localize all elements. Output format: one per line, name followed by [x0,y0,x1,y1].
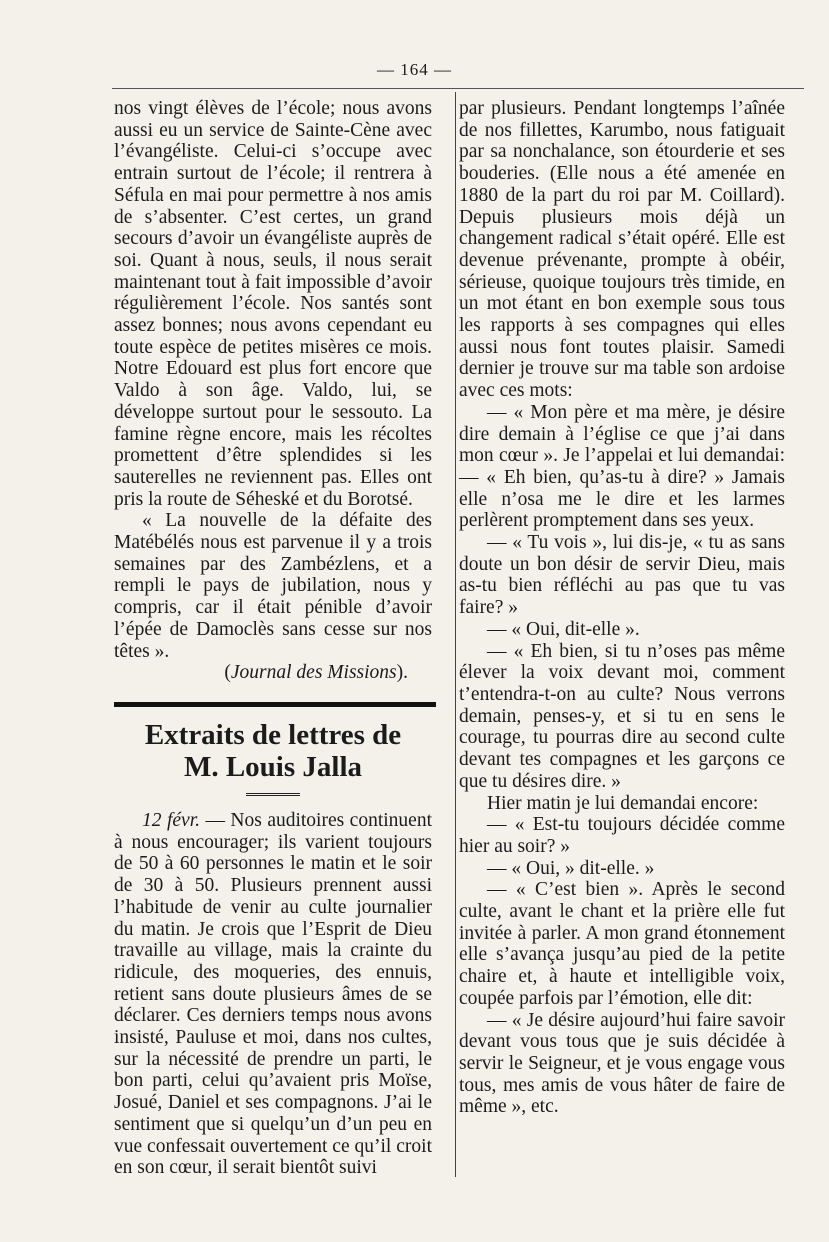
letter-date: 12 févr. [142,809,200,831]
page-number: — 164 — [377,60,452,79]
paragraph: — « C’est bien ». Après le second culte, avant le chant et la prière elle fut invitée à parler. A mon grand étonnement elle s’avança jusqu’au pied de la petite chaire et, à haute et intelligible voix, coupée parfois par l’émotion, elle dit: [459,879,785,1009]
section-heading-line-2: M. Louis Jalla [183,750,363,783]
right-column [459,98,785,1118]
letter-text: — Nos auditoires continuent à nous encourager; ils varient toujours de 50 à 60 personnes le matin et le soir de 30 à 50. Plusieurs prennent aussi l’habitude de venir au culte journalier du matin. Je crois que l’Esprit de Dieu travaille au village, mais la crainte du ridicule, des moqueries, des ennuis, retient sans doute plusieurs âmes de se déclarer. Ces derniers temps nous avons insisté, Pauluse et moi, dans nos cultes, sur la nécessité de prendre un parti, le bon parti, celui qu’avaient pris Moïse, Josué, Daniel et ses compagnons. J’ai le sentiment que si quelqu’un d’un peu en vue confessait ouvertement ce qu’il croit en son cœur, il serait bientôt suivi [114,809,432,1179]
paragraph: par plusieurs. Pendant longtemps l’aînée de nos fillettes, Karumbo, nous fatiguait par sa nonchalance, son étourderie et ses bouderies. (Elle nous a été amenée en 1880 de la part du roi par M. Coillard). Depuis plusieurs mois déjà un changement radical s’était opéré. Elle est devenue prévenante, prompte à obéir, sérieuse, quoique toujours très timide, en un mot étant en bon exemple sous tous les rapports à ses compagnes qui elles aussi nous font toutes plaisir. Samedi dernier je trouve sur ma table son ardoise avec ces mots: [459,98,785,402]
left-column [114,98,432,1179]
signature-text: Journal des Missions [230,662,397,684]
paragraph: « La nouvelle de la défaite des Matébélés nous est parvenue il y a trois semaines par des Zambézlens, et a rempli le pays de jubilation, nous y compris, car il était pénible d’avoir l’épée de Damoclès sans cesse sur nos têtes ». [114,510,432,662]
section-heading-line-1: Extraits de lettres de [144,718,402,751]
column-divider [455,92,456,1177]
paragraph: — « Oui, » dit-elle. » [487,857,655,879]
source-signature: (Journal des Missions). [224,662,408,684]
section-rule [114,702,436,707]
header-rule [112,88,804,89]
paragraph: — « Mon père et ma mère, je désire dire demain à l’église ce que j’ai dans mon cœur ». Je l’appelai et lui demandai: — « Eh bien, qu’as-tu à dire? » Jamais elle n’osa me le dire et les larmes perlèrent promptement dans ses yeux. [459,401,785,532]
paragraph: — « Tu vois », lui dis-je, « tu as sans doute un bon désir de servir Dieu, mais as-tu bien réfléchi au pas que tu vas faire? » [459,532,785,619]
paragraph: — « Oui, dit-elle ». [487,618,640,640]
letter-paragraph [114,810,432,1179]
heading-ornament [246,793,300,796]
paragraph: — « Eh bien, si tu n’oses pas même élever la voix devant moi, comment t’entendra-t-on au culte? Nous verrons demain, penses-y, et si tu en sens le courage, tu pourras dire au second culte devant tes compagnes et les garçons ce que tu désires dire. » [459,640,785,792]
paragraph: — « Est-tu toujours décidée comme hier au soir? » [459,814,785,857]
paragraph: Hier matin je lui demandai encore: [487,792,759,814]
paragraph: nos vingt élèves de l’école; nous avons aussi eu un service de Sainte-Cène avec l’évangéliste. Celui-ci s’occupe avec entrain surtout de l’école; il rentrera à Séfula en mai pour permettre à nos amis de s’absenter. C’est certes, un grand secours d’avoir un évangéliste auprès de soi. Quant à nous, seuls, il nous serait maintenant tout à fait impossible d’avoir régulièrement l’école. Nos santés sont assez bonnes; nous avons cependant eu toute espèce de petites misères ce mois. Notre Edouard est plus fort encore que Valdo à son âge. Valdo, lui, se développe surtout pour le sessouto. La famine règne encore, mais les récoltes promettent d’être splendides si les sauterelles ne reviennent pas. Elles ont pris la route de Séheské et du Borotsé. [114,98,432,510]
paragraph: — « Je désire aujourd’hui faire savoir devant vous tous que je suis décidée à servir le Seigneur, et je vous engage vous tous, mes amis de vous hâter de faire de même », etc. [459,1009,785,1118]
